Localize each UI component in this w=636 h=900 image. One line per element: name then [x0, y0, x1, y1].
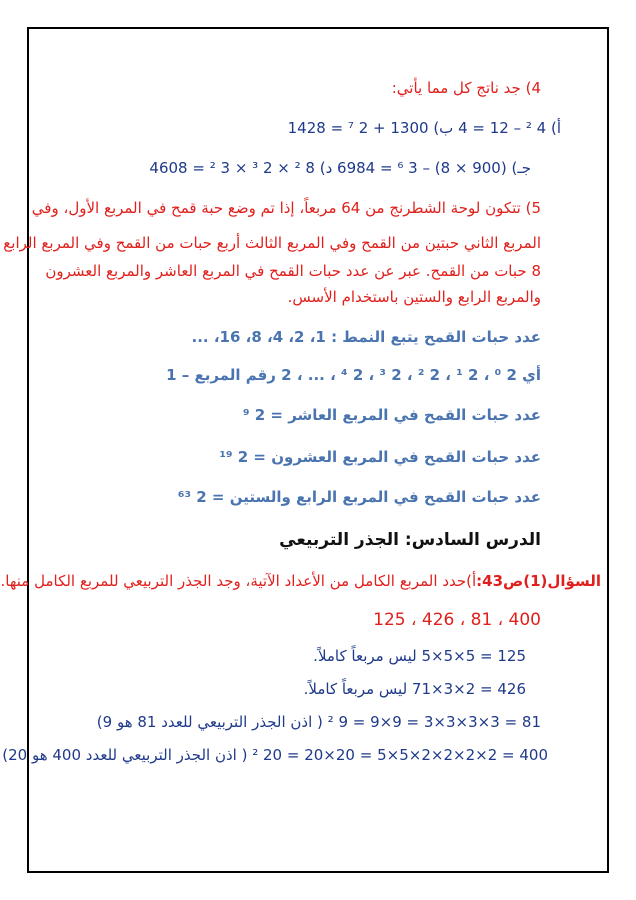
exercise-row-b: جـ) (900 × 8) – 3 ⁶ = 6984 د) 8 ² × 2 ³ × 3 ² = 4608 — [149, 159, 531, 177]
problem5-line2: المربع الثاني حبتين من القمح وفي المربع الثالث أربع حبات من القمح وفي المربع الرابع — [3, 234, 541, 252]
answer-125: 125 = 5×5×5 ليس مربعاً كاملاً. — [313, 647, 526, 665]
pattern-line: عدد حبات القمح يتبع النمط : 1، 2، 4، 8، 16، ... — [191, 328, 541, 346]
answer-81: 81 = 3×3×3×3 = 9×9 = 9 ² ( اذن الجذر التربيعي للعدد 81 هو 9) — [96, 713, 541, 731]
problem5-line3: 8 حبات من القمح. عبر عن عدد حبات القمح في المربع العاشر والمربع العشرون — [45, 262, 541, 280]
sixtyfourth-square-line: عدد حبات القمح في المربع الرابع والستين = 2 ⁶³ — [177, 488, 541, 506]
question1-line — [1, 571, 601, 591]
exercise-row-a: أ) 4 ² – 12 = 4 ب) 1300 + 2 ⁷ = 1428 — [287, 119, 561, 137]
answer-400: 400 = 2×2×2×2×5×5 = 20×20 = 20 ² ( اذن الجذر التربيعي للعدد 400 هو 20) — [2, 746, 548, 764]
twentieth-square-line: عدد حبات القمح في المربع العشرون = 2 ¹⁹ — [219, 448, 541, 466]
numbers-list: 125 ، 426 ، 81 ، 400 — [373, 610, 541, 630]
tenth-square-line: عدد حبات القمح في المربع العاشر = 2 ⁹ — [242, 406, 541, 424]
question-text: أ)حدد المربع الكامل من الأعداد الآتية، وجد الجذر التربيعي للمربع الكامل منها. — [0, 572, 477, 590]
answer-426: 426 = 2×3×71 ليس مربعاً كاملاً. — [303, 680, 526, 698]
problem5-line4: والمربع الرابع والستين باستخدام الأسس. — [287, 288, 541, 306]
lesson6-title: الدرس السادس: الجذر التربيعي — [279, 530, 541, 550]
powers-line: أي 2 ⁰ ، 2 ¹ ، 2 ² ، 2 ³ ، 2 ⁴ ، ... ، 2 رقم المربع – 1 — [166, 366, 541, 384]
section4-heading: 4) جد ناتج كل مما يأتي: — [391, 79, 541, 97]
question-label: السؤال(1)ص43: — [476, 572, 601, 590]
problem5-line1: 5) تتكون لوحة الشطرنج من 64 مربعاً، إذا تم وضع حبة قمح في المربع الأول، وفي — [31, 199, 541, 217]
